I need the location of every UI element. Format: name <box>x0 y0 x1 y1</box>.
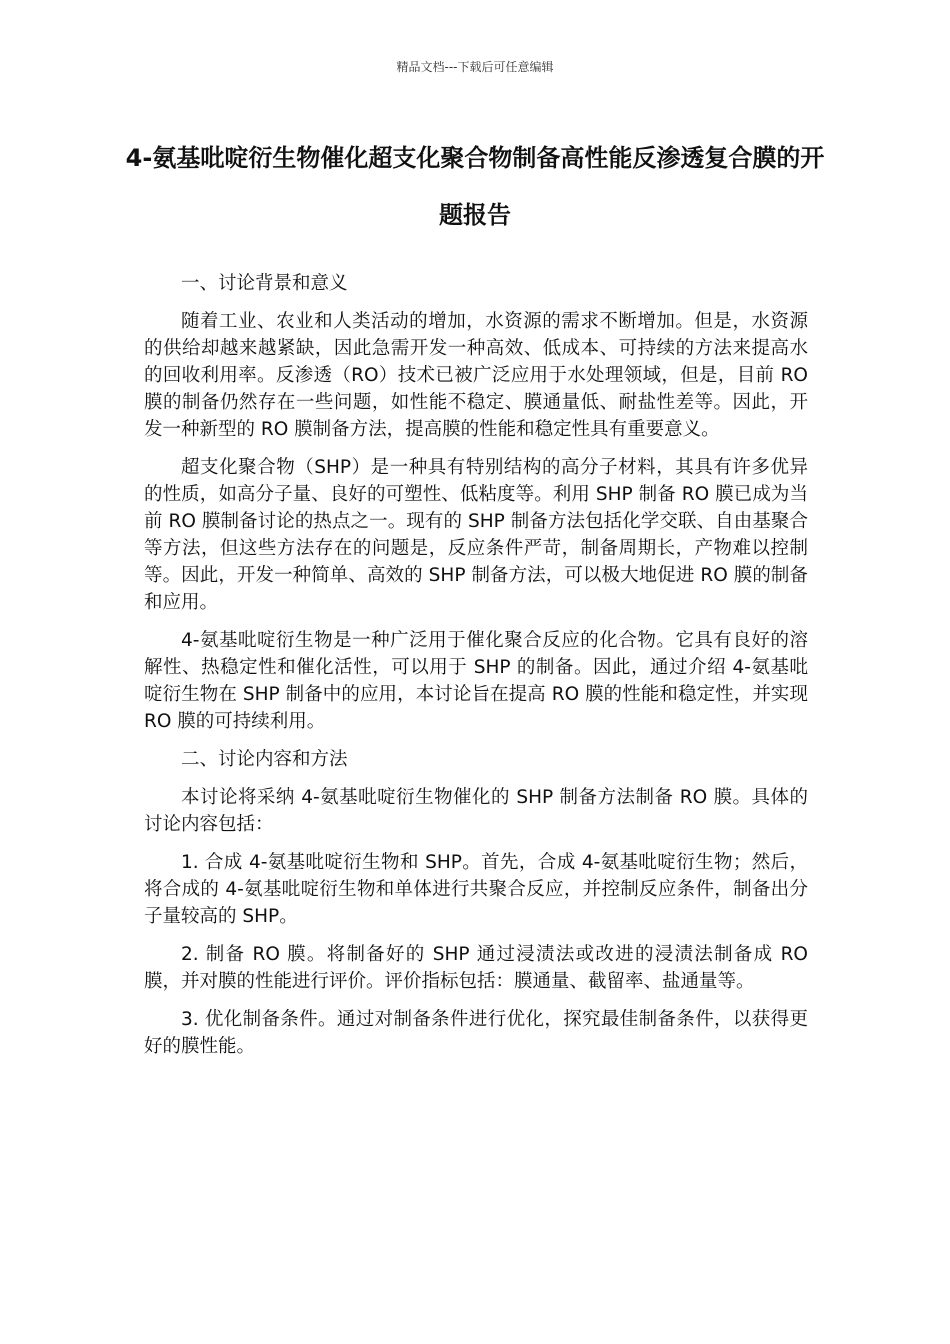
paragraph: 4-氨基吡啶衍生物是一种广泛用于催化聚合反应的化合物。它具有良好的溶解性、热稳定性和催化活性，可以用于 SHP 的制备。因此，通过介绍 4-氨基吡啶衍生物在 SHP 制备中的应用，本讨论旨在提高 RO 膜的性能和稳定性，并实现 RO 膜的可持续利用。 <box>144 630 808 732</box>
paragraph: 本讨论将采纳 4-氨基吡啶衍生物催化的 SHP 制备方法制备 RO 膜。具体的讨论内容包括： <box>144 787 808 835</box>
list-item: 3. 优化制备条件。通过对制备条件进行优化，探究最佳制备条件，以获得更好的膜性能。 <box>144 1009 808 1057</box>
document-body <box>144 270 808 1071</box>
paragraph: 超支化聚合物（SHP）是一种具有特别结构的高分子材料，其具有许多优异的性质，如高分子量、良好的可塑性、低粘度等。利用 SHP 制备 RO 膜已成为当前 RO 膜制备讨论的热点之一。现有的 SHP 制备方法包括化学交联、自由基聚合等方法，但这些方法存在的问题是，反应条件严苛，制备周期长，产物难以控制等。因此，开发一种简单、高效的 SHP 制备方法，可以极大地促进 RO 膜的制备和应用。 <box>144 457 808 613</box>
paragraph: 随着工业、农业和人类活动的增加，水资源的需求不断增加。但是，水资源的供给却越来越紧缺，因此急需开发一种高效、低成本、可持续的方法来提高水的回收利用率。反渗透（RO）技术已被广泛应用于水处理领域，但是，目前 RO 膜的制备仍然存在一些问题，如性能不稳定、膜通量低、耐盐性差等。因此，开发一种新型的 RO 膜制备方法，提高膜的性能和稳定性具有重要意义。 <box>144 311 808 440</box>
section-heading-background: 一、讨论背景和意义 <box>181 273 348 294</box>
section-heading-methods: 二、讨论内容和方法 <box>181 749 348 770</box>
document-title: 4-氨基吡啶衍生物催化超支化聚合物制备高性能反渗透复合膜的开题报告 <box>125 144 825 229</box>
list-item: 1. 合成 4-氨基吡啶衍生物和 SHP。首先，合成 4-氨基吡啶衍生物；然后，将合成的 4-氨基吡啶衍生物和单体进行共聚合反应，并控制反应条件，制备出分子量较高的 SHP。 <box>144 852 808 927</box>
list-item: 2. 制备 RO 膜。将制备好的 SHP 通过浸渍法或改进的浸渍法制备成 RO 膜，并对膜的性能进行评价。评价指标包括：膜通量、截留率、盐通量等。 <box>144 944 808 992</box>
header-note: 精品文档---下载后可任意编辑 <box>396 60 554 74</box>
